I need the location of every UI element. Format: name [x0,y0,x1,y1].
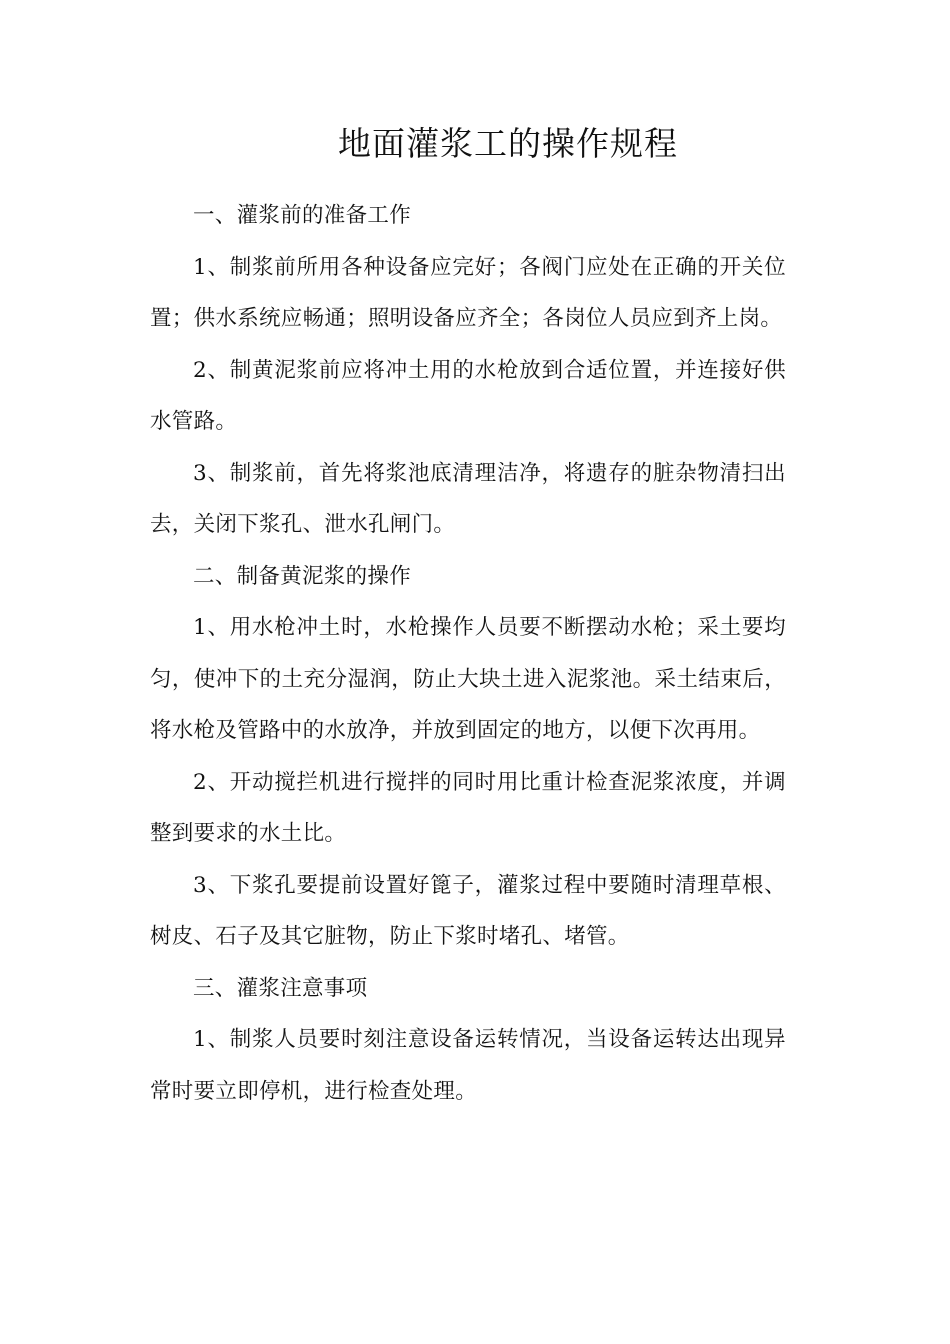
section-heading-1: 一、灌浆前的准备工作 [193,203,412,228]
section-1-item-2: 2、制黄泥浆前应将冲土用的水枪放到合适位置，并连接好供水管路。 [150,357,786,434]
document-title: 地面灌浆工的操作规程 [338,124,678,163]
document-body [150,190,786,1117]
section-2-item-3: 3、下浆孔要提前设置好篦子，灌浆过程中要随时清理草根、树皮、石子及其它脏物，防止下浆时堵孔、堵管。 [150,872,786,949]
section-heading-3: 三、灌浆注意事项 [193,975,368,1001]
section-1-item-3: 3、制浆前，首先将浆池底清理洁净，将遗存的脏杂物清扫出去，关闭下浆孔、泄水孔闸门。 [150,460,786,537]
section-2-item-1: 1、用水枪冲土时，水枪操作人员要不断摆动水枪；采土要均匀，使冲下的土充分湿润，防止大块土进入泥浆池。采土结束后，将水枪及管路中的水放净，并放到固定的地方，以便下次再用。 [150,615,786,743]
section-2-item-2: 2、开动搅拦机进行搅拌的同时用比重计检查泥浆浓度，并调整到要求的水土比。 [150,769,786,846]
section-1-item-1: 1、制浆前所用各种设备应完好；各阀门应处在正确的开关位置；供水系统应畅通；照明设备应齐全；各岗位人员应到齐上岗。 [150,254,786,331]
section-heading-2: 二、制备黄泥浆的操作 [193,563,412,589]
section-3-item-1: 1、制浆人员要时刻注意设备运转情况，当设备运转达出现异常时要立即停机，进行检查处理。 [150,1027,786,1104]
